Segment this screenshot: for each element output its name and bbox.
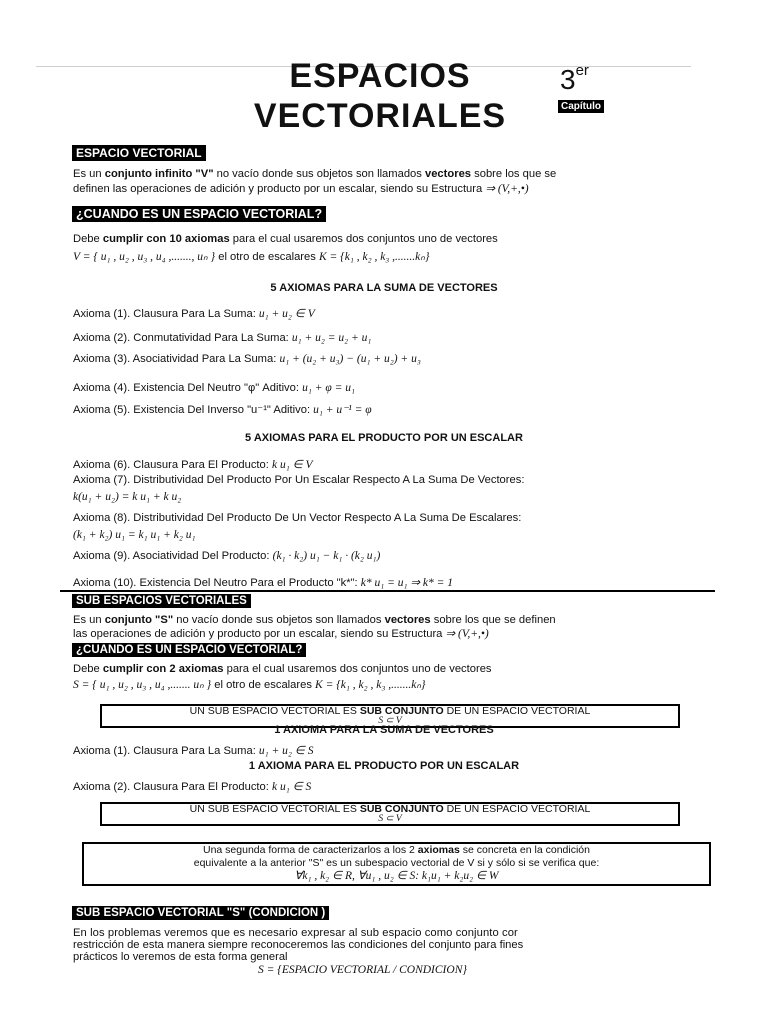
axiom-8: Axioma (8). Distributividad Del Producto De Un Vector Respecto A La Suma De Escalares: bbox=[73, 512, 522, 524]
condition-box bbox=[82, 842, 711, 886]
chapter-label: Capítulo bbox=[558, 100, 604, 113]
axiom-1: Axioma (1). Clausura Para La Suma: u₁ + u₂ ∈ V bbox=[73, 308, 315, 320]
condition-box-line-1: Una segunda forma de caracterizarlos a los 2 axiomas se concreta en la condición bbox=[203, 844, 590, 856]
sub-definition-line-2: las operaciones de adición y producto por un escalar, siendo su Estructura ⇒ (V,+,•) bbox=[73, 628, 489, 640]
sub-conditions-line-1: Debe cumplir con 2 axiomas para el cual usaremos dos conjuntos uno de vectores bbox=[73, 663, 492, 675]
condition-line-1: En los problemas veremos que es necesario expresar al sub espacio como conjunto cor bbox=[73, 927, 518, 939]
subset-box-2-text: UN SUB ESPACIO VECTORIAL ES SUB CONJUNTO DE UN ESPACIO VECTORIAL bbox=[189, 803, 591, 815]
subset-box-1-formula: S ⊂ V bbox=[378, 716, 402, 726]
sub-definition-line-1: Es un conjunto "S" no vacío donde sus objetos son llamados vectores sobre los que se definen bbox=[73, 614, 556, 626]
section-heading-sub-espacios: SUB ESPACIOS VECTORIALES bbox=[72, 594, 251, 608]
definition-line-1: Es un conjunto infinito "V" no vacío donde sus objetos son llamados vectores sobre los que se bbox=[73, 168, 557, 180]
product-axioms-heading: 5 AXIOMAS PARA EL PRODUCTO POR UN ESCALAR bbox=[245, 432, 523, 444]
sub-axiom-1: Axioma (1). Clausura Para La Suma: u₁ + u₂ ∈ S bbox=[73, 745, 314, 757]
sub-product-heading: 1 AXIOMA PARA EL PRODUCTO POR UN ESCALAR bbox=[248, 760, 520, 772]
sub-axiom-2: Axioma (2). Clausura Para El Producto: k u₁ ∈ S bbox=[73, 781, 312, 793]
condition-box-formula: ∀k₁ , k₂ ∈ R, ∀u₁ , u₂ ∈ S: k₁u₁ + k₂u₂ ∈ W bbox=[294, 870, 499, 882]
sum-axioms-heading: 5 AXIOMAS PARA LA SUMA DE VECTORES bbox=[270, 282, 498, 294]
condition-line-3: prácticos lo veremos de esta forma general bbox=[73, 951, 288, 963]
subset-box-2 bbox=[100, 802, 680, 826]
axiom-10: Axioma (10). Existencia Del Neutro Para el Producto "k*": k* u₁ = u₁ ⇒ k* = 1 bbox=[73, 577, 454, 589]
axiom-5: Axioma (5). Existencia Del Inverso "u⁻¹" Aditivo: u₁ + u⁻¹ = φ bbox=[73, 404, 372, 416]
conditions-line-1: Debe cumplir con 10 axiomas para el cual usaremos dos conjuntos uno de vectores bbox=[73, 233, 498, 245]
subset-box-1-text: UN SUB ESPACIO VECTORIAL ES SUB CONJUNTO DE UN ESPACIO VECTORIAL bbox=[189, 705, 591, 717]
title-line-2: VECTORIALES bbox=[253, 97, 507, 135]
axiom-9: Axioma (9). Asociatividad Del Producto: (k₁ · k₂) u₁ − k₁ · (k₂ u₁) bbox=[73, 550, 381, 562]
chapter-number: 3er bbox=[560, 62, 589, 95]
general-form-formula: S = {ESPACIO VECTORIAL / CONDICION} bbox=[258, 964, 467, 976]
axiom-3: Axioma (3). Asociatividad Para La Suma: u₁ + (u₂ + u₃) − (u₁ + u₂) + u₃ bbox=[73, 353, 421, 365]
axiom-6: Axioma (6). Clausura Para El Producto: k u₁ ∈ V bbox=[73, 459, 313, 471]
condition-box-line-2: equivalente a la anterior "S" es un subespacio vectorial de V si y sólo si se verifica que: bbox=[193, 857, 600, 869]
sub-sum-heading: 1 AXIOMA PARA LA SUMA DE VECTORES bbox=[274, 724, 494, 736]
definition-line-2: definen las operaciones de adición y producto por un escalar, siendo su Estructura ⇒ (V,+,•) bbox=[73, 183, 529, 195]
conditions-line-2: V = { u₁ , u₂ , u₃ , u₄ ,......., uₙ } el otro de escalares K = {k₁ , k₂ , k₃ ,.......kₙ} bbox=[73, 251, 430, 263]
section-heading-espacio-vectorial: ESPACIO VECTORIAL bbox=[72, 145, 206, 161]
axiom-7-formula: k(u₁ + u₂) = k u₁ + k u₂ bbox=[73, 491, 182, 503]
sub-conditions-line-2: S = { u₁ , u₂ , u₃ , u₄ ,....... uₙ } el otro de escalares K = {k₁ , k₂ , k₃ ,.......kₙ} bbox=[73, 679, 426, 691]
axiom-2: Axioma (2). Conmutatividad Para La Suma: u₁ + u₂ = u₂ + u₁ bbox=[73, 332, 372, 344]
axiom-7: Axioma (7). Distributividad Del Producto Por Un Escalar Respecto A La Suma De Vectores: bbox=[73, 474, 525, 486]
section-heading-cuando-espacio: ¿CUANDO ES UN ESPACIO VECTORIAL? bbox=[72, 206, 326, 222]
condition-line-2: restricción de esta manera siempre reconoceremos las condiciones del conjunto para fines bbox=[73, 939, 524, 951]
section-divider bbox=[60, 590, 715, 592]
axiom-4: Axioma (4). Existencia Del Neutro "φ" Aditivo: u₁ + φ = u₁ bbox=[73, 382, 355, 394]
subset-box-2-formula: S ⊂ V bbox=[378, 814, 402, 824]
title-line-1: ESPACIOS bbox=[289, 57, 471, 95]
section-heading-cuando-sub: ¿CUANDO ES UN ESPACIO VECTORIAL? bbox=[72, 643, 306, 657]
section-heading-condicion: SUB ESPACIO VECTORIAL "S" (CONDICION ) bbox=[72, 906, 329, 920]
axiom-8-formula: (k₁ + k₂) u₁ = k₁ u₁ + k₂ u₁ bbox=[73, 529, 196, 541]
